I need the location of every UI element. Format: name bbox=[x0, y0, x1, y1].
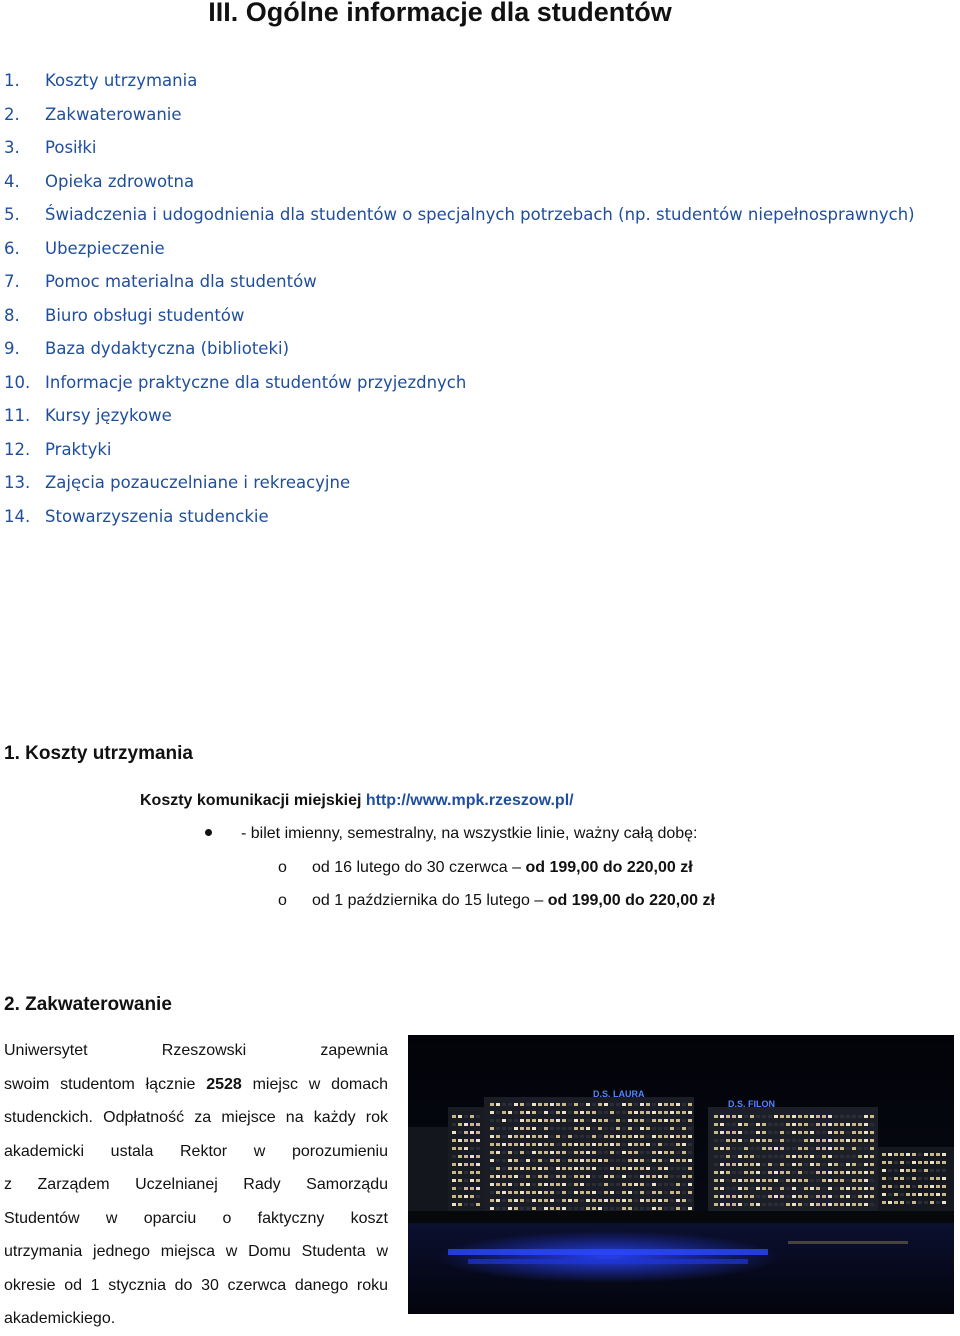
toc-item-label: Posiłki bbox=[45, 138, 97, 157]
toc-item-number: 12. bbox=[4, 439, 31, 459]
toc-item-label: Pomoc materialna dla studentów bbox=[45, 272, 317, 291]
toc-item-number: 6. bbox=[4, 238, 20, 258]
toc-item[interactable] bbox=[4, 500, 915, 534]
paragraph-line: Uniwersytet Rzeszowski zapewnia bbox=[4, 1042, 388, 1059]
circle-bullet-icon: o bbox=[278, 859, 287, 876]
circle-bullet-icon: o bbox=[278, 892, 287, 909]
toc-item-number: 7. bbox=[4, 272, 20, 291]
toc-item[interactable] bbox=[4, 332, 915, 366]
toc-item-label: Praktyki bbox=[45, 439, 112, 459]
table-of-contents bbox=[4, 64, 915, 533]
toc-item[interactable] bbox=[4, 165, 915, 199]
toc-item[interactable] bbox=[4, 299, 915, 333]
paragraph-line: utrzymania jednego miejsca w Domu Studenta w bbox=[4, 1243, 388, 1260]
toc-item[interactable] bbox=[4, 366, 915, 400]
sign-filon: D.S. FILON bbox=[728, 1099, 775, 1109]
toc-item-number: 8. bbox=[4, 305, 20, 325]
toc-item-number: 10. bbox=[4, 372, 31, 392]
toc-item-number: 11. bbox=[4, 406, 31, 425]
price-item-text: od 16 lutego do 30 czerwca – bbox=[312, 859, 526, 876]
line-text: miejsc w domach bbox=[241, 1075, 388, 1093]
toc-item-label: Zakwaterowanie bbox=[45, 104, 182, 124]
page-title: III. Ogólne informacje dla studentów bbox=[208, 0, 672, 27]
price-item-amount: od 199,00 do 220,00 zł bbox=[525, 859, 693, 876]
places-count: 2528 bbox=[206, 1075, 242, 1093]
toc-item[interactable] bbox=[4, 265, 915, 299]
toc-item[interactable] bbox=[4, 131, 915, 165]
toc-item-label: Biuro obsługi studentów bbox=[45, 305, 245, 325]
paragraph-line: Studentów w oparciu o faktyczny koszt bbox=[4, 1209, 388, 1227]
section-2-heading: 2. Zakwaterowanie bbox=[4, 994, 172, 1015]
toc-item-label: Świadczenia i udogodnienia dla studentów o specjalnych potrzebach (np. studentów niepełnosprawnych) bbox=[45, 205, 915, 224]
toc-item-number: 3. bbox=[4, 138, 20, 157]
dormitory-night-image bbox=[408, 1035, 954, 1314]
paragraph-line: okresie od 1 stycznia do 30 czerwca danego roku bbox=[4, 1276, 388, 1294]
toc-item[interactable] bbox=[4, 466, 915, 500]
toc-item-label: Informacje praktyczne dla studentów przyjezdnych bbox=[45, 372, 467, 392]
price-item-amount: od 199,00 do 220,00 zł bbox=[547, 892, 715, 909]
bullet-item bbox=[205, 822, 698, 846]
price-item-1 bbox=[278, 856, 693, 880]
toc-item-number: 5. bbox=[4, 205, 20, 224]
bullet-text: - bilet imienny, semestralny, na wszystkie linie, ważny całą dobę: bbox=[241, 825, 698, 842]
bullet-icon bbox=[205, 829, 212, 836]
paragraph-line: akademicki ustala Rektor w porozumieniu bbox=[4, 1142, 388, 1160]
toc-item-number: 1. bbox=[4, 71, 20, 90]
dormitory-photo bbox=[408, 1035, 954, 1314]
accommodation-paragraph bbox=[4, 1034, 388, 1336]
toc-item-number: 13. bbox=[4, 473, 31, 492]
toc-item-label: Kursy językowe bbox=[45, 406, 172, 425]
line-text: swoim studentom łącznie bbox=[4, 1075, 207, 1093]
price-item-text: od 1 października do 15 lutego – bbox=[312, 892, 548, 909]
paragraph-line: akademickiego. bbox=[4, 1310, 116, 1327]
sign-laura: D.S. LAURA bbox=[593, 1089, 645, 1099]
toc-item-number: 9. bbox=[4, 339, 20, 358]
mpk-link[interactable]: http://www.mpk.rzeszow.pl/ bbox=[365, 792, 574, 809]
toc-item-label: Zajęcia pozauczelniane i rekreacyjne bbox=[45, 473, 351, 492]
section-1-heading: 1. Koszty utrzymania bbox=[4, 743, 193, 764]
toc-item-number: 4. bbox=[4, 171, 20, 191]
toc-item-label: Stowarzyszenia studenckie bbox=[45, 506, 269, 526]
toc-item[interactable] bbox=[4, 232, 915, 266]
toc-item-number: 14. bbox=[4, 506, 31, 526]
toc-item[interactable] bbox=[4, 433, 915, 467]
toc-item[interactable] bbox=[4, 64, 915, 98]
toc-item[interactable] bbox=[4, 98, 915, 132]
section-1-subtitle bbox=[140, 789, 574, 813]
paragraph-line bbox=[4, 1068, 388, 1102]
toc-item-label: Ubezpieczenie bbox=[45, 238, 165, 258]
paragraph-line: studenckich. Odpłatność za miejsce na każdy rok bbox=[4, 1109, 388, 1126]
toc-item-label: Koszty utrzymania bbox=[45, 71, 198, 90]
subtitle-text: Koszty komunikacji miejskiej bbox=[140, 792, 362, 809]
toc-item-label: Opieka zdrowotna bbox=[45, 171, 195, 191]
paragraph-line: z Zarządem Uczelnianej Rady Samorządu bbox=[4, 1176, 388, 1193]
toc-item[interactable] bbox=[4, 198, 915, 232]
toc-item-number: 2. bbox=[4, 104, 20, 124]
toc-item-label: Baza dydaktyczna (biblioteki) bbox=[45, 339, 290, 358]
toc-item[interactable] bbox=[4, 399, 915, 433]
price-item-2 bbox=[278, 889, 715, 913]
